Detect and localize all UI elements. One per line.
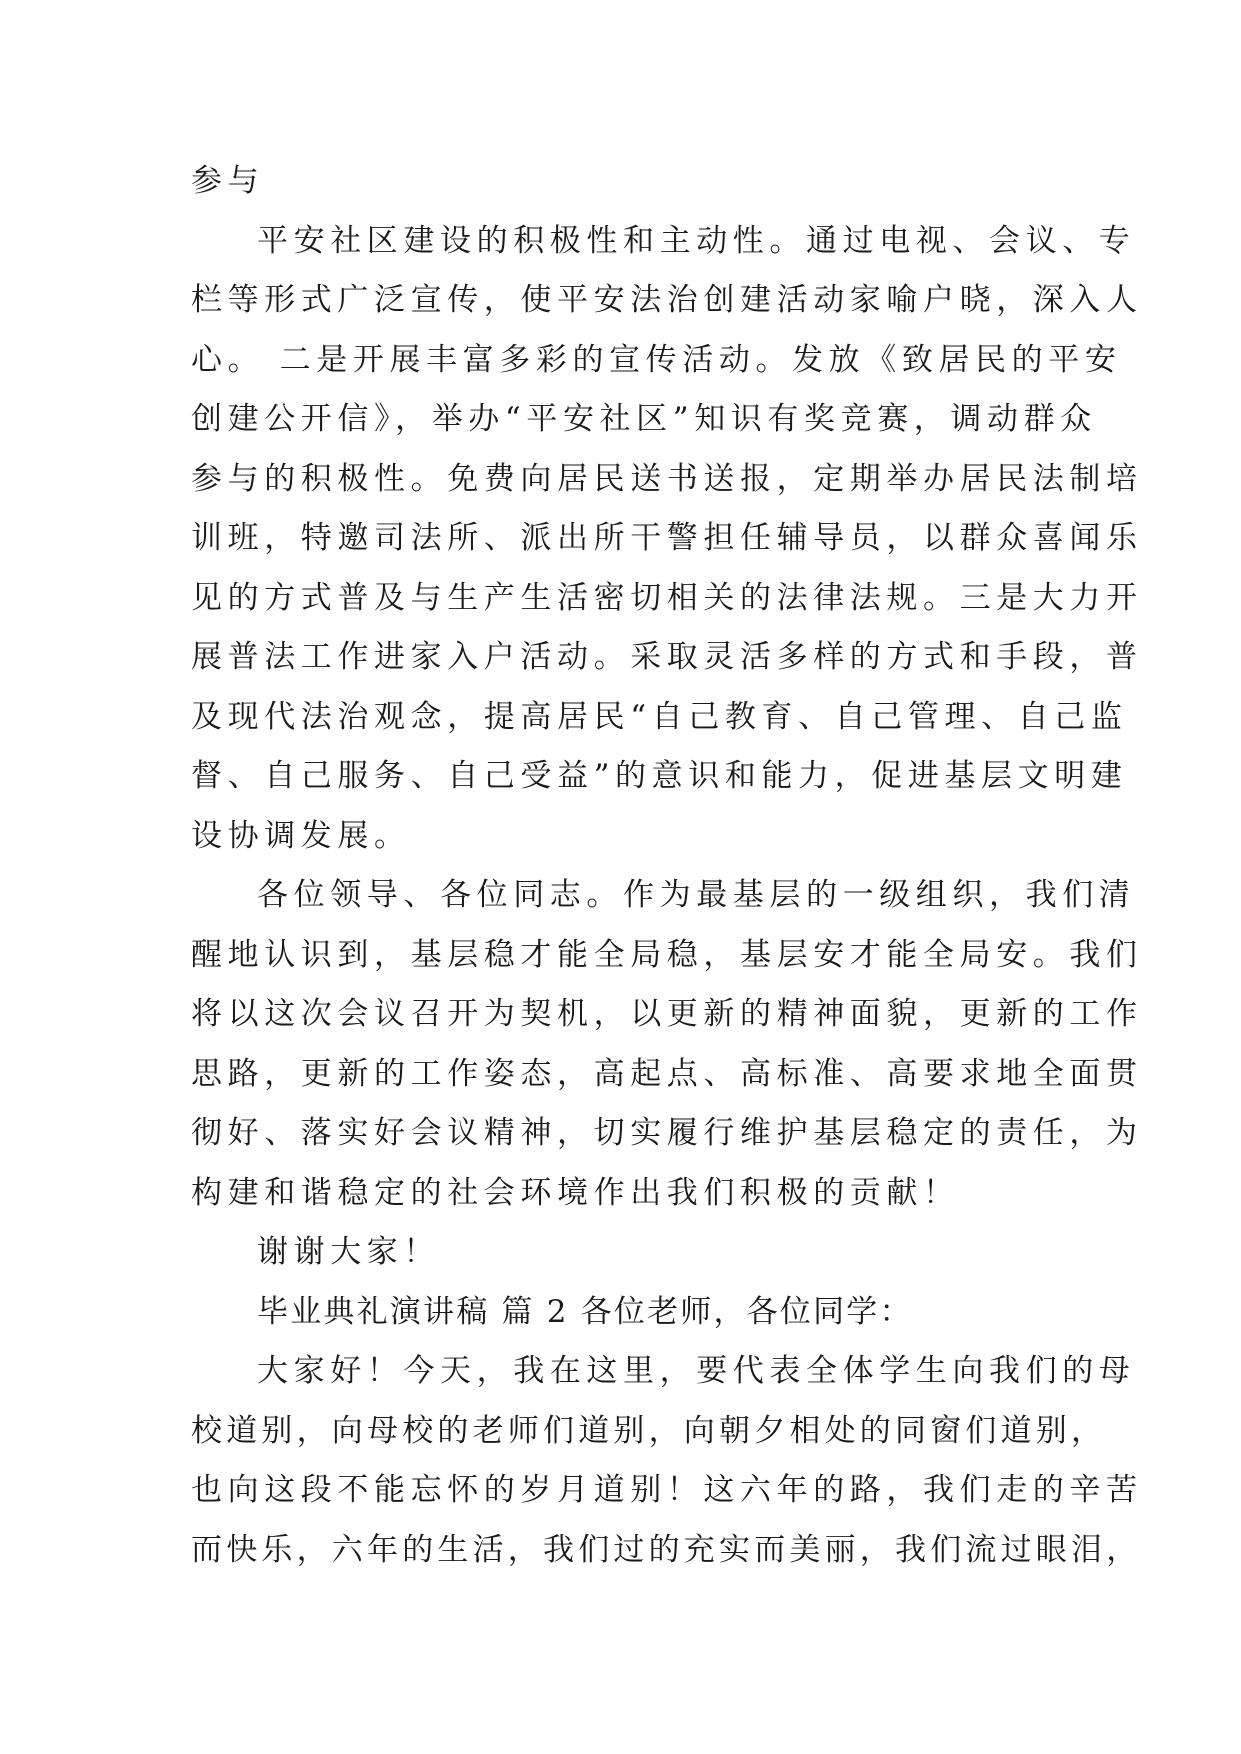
text-line: 大家好！今天，我在这里，要代表全体学生向我们的母 [257,1353,1136,1389]
text-line: 校道别，向母校的老师们道别，向朝夕相处的同窗们道别， [191,1412,1107,1449]
text-line: 设协调发展。 [191,817,411,854]
section-heading-line: 毕业典礼演讲稿 篇 2 各位老师，各位同学： [257,1293,913,1330]
document-body [191,152,1143,1580]
text-line: 将以这次会议召开为契机，以更新的精神面貌，更新的工作 [191,996,1143,1032]
text-line: 构建和谐稳定的社会环境作出我们积极的贡献！ [191,1174,960,1211]
text-line: 创建公开信》，举办“平安社区”知识有奖竞赛，调动群众 [191,401,1097,437]
text-line: 各位领导、各位同志。作为最基层的一级组织，我们清 [257,877,1136,913]
text-line: 思路，更新的工作姿态，高起点、高标准、高要求地全面贯 [191,1055,1143,1092]
text-line: 谢谢大家！ [257,1234,440,1270]
text-line: 参与 [191,163,265,199]
text-line: 见的方式普及与生产生活密切相关的法律法规。三是大力开 [191,579,1143,616]
text-line: 心。 二是开展丰富多彩的宣传活动。发放《致居民的平安 [191,341,1122,378]
text-line: 参与的积极性。免费向居民送书送报，定期举办居民法制培 [191,460,1143,497]
text-line: 栏等形式广泛宣传，使平安法治创建活动家喻户晓，深入人 [191,282,1143,318]
text-line: 及现代法治观念，提高居民“自己教育、自己管理、自己监 [191,698,1128,735]
text-line: 展普法工作进家入户活动。采取灵活多样的方式和手段，普 [191,639,1143,675]
text-line: 也向这段不能忘怀的岁月道别！这六年的路，我们走的辛苦 [191,1472,1143,1508]
text-line: 醒地认识到，基层稳才能全局稳，基层安才能全局安。我们 [191,936,1143,973]
text-line: 彻好、落实好会议精神，切实履行维护基层稳定的责任，为 [191,1115,1143,1151]
text-line: 训班，特邀司法所、派出所干警担任辅导员，以群众喜闻乐 [191,520,1143,556]
text-line: 督、自己服务、自己受益”的意识和能力，促进基层文明建 [191,758,1128,794]
text-line: 平安社区建设的积极性和主动性。通过电视、会议、专 [257,222,1136,259]
text-line: 而快乐，六年的生活，我们过的充实而美丽，我们流过眼泪， [191,1531,1142,1568]
